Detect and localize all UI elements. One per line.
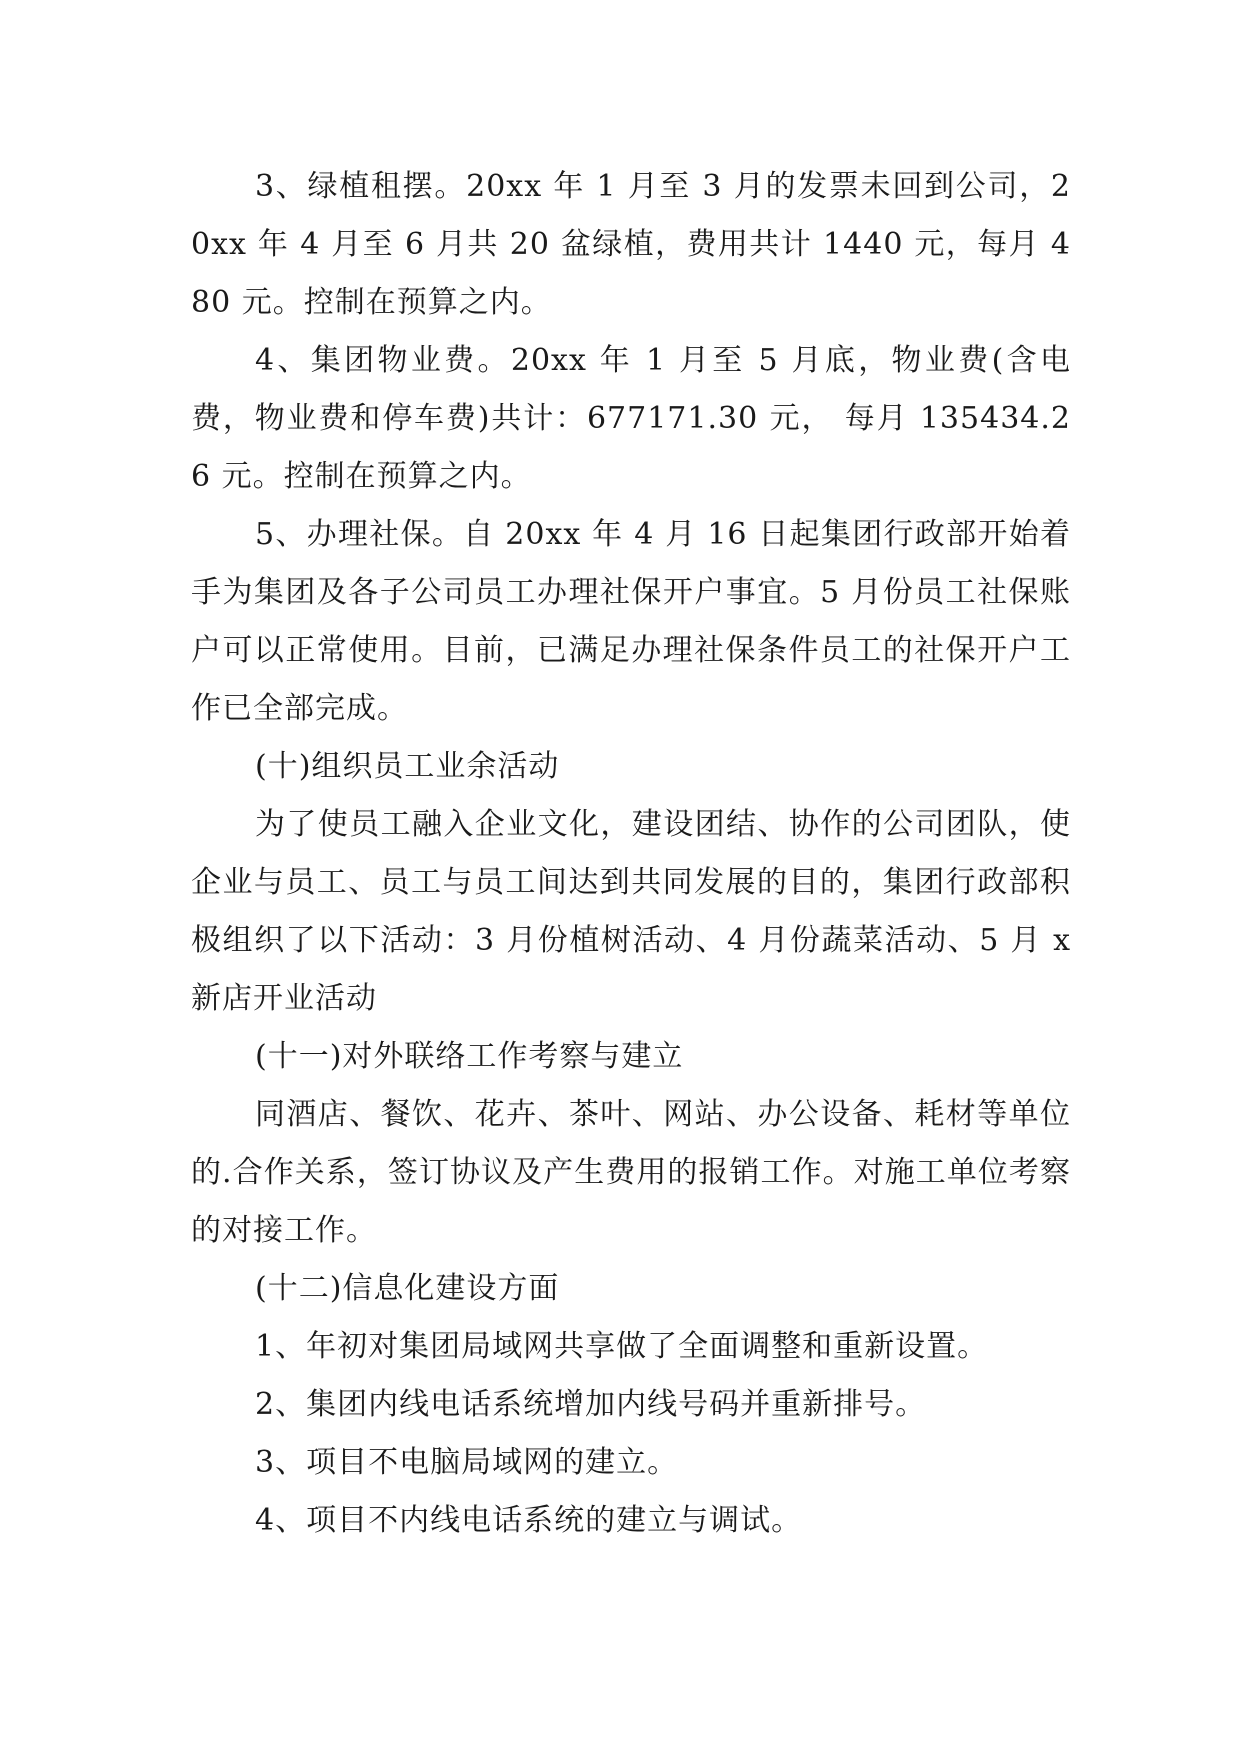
paragraph-external-liaison: 同酒店、餐饮、花卉、茶叶、网站、办公设备、耗材等单位的.合作关系，签订协议及产生费用的报销工作。对施工单位考察的对接工作。 <box>191 1097 1071 1248</box>
list-item-phone-numbering: 2、集团内线电话系统增加内线号码并重新排号。 <box>255 1387 927 1422</box>
section-heading-external-liaison: (十一)对外联络工作考察与建立 <box>255 1039 684 1074</box>
list-item-lan-adjustment: 1、年初对集团局域网共享做了全面调整和重新设置。 <box>255 1329 989 1364</box>
section-heading-employee-activities: (十)组织员工业余活动 <box>255 749 560 784</box>
section-heading-informatization: (十二)信息化建设方面 <box>255 1271 560 1306</box>
paragraph-social-insurance: 5、办理社保。自 20xx 年 4 月 16 日起集团行政部开始着手为集团及各子公司员工办理社保开户事宜。5 月份员工社保账户可以正常使用。目前，已满足办理社保条件员工的社保开户工作已全部完成。 <box>191 517 1071 726</box>
paragraph-greenery-rental: 3、绿植租摆。20xx 年 1 月至 3 月的发票未回到公司，20xx 年 4 月至 6 月共 20 盆绿植，费用共计 1440 元，每月 480 元。控制在预算之内。 <box>191 169 1071 320</box>
document-body <box>191 158 1071 1550</box>
list-item-project-phone: 4、项目不内线电话系统的建立与调试。 <box>255 1503 803 1538</box>
paragraph-property-fee: 4、集团物业费。20xx 年 1 月至 5 月底，物业费(含电费，物业费和停车费)共计：677171.30 元， 每月 135434.26 元。控制在预算之内。 <box>191 343 1071 494</box>
list-item-project-lan: 3、项目不电脑局域网的建立。 <box>255 1445 679 1480</box>
paragraph-employee-activities: 为了使员工融入企业文化，建设团结、协作的公司团队，使企业与员工、员工与员工间达到共同发展的目的，集团行政部积极组织了以下活动：3 月份植树活动、4 月份蔬菜活动、5 月 x 新店开业活动 <box>191 807 1071 1016</box>
